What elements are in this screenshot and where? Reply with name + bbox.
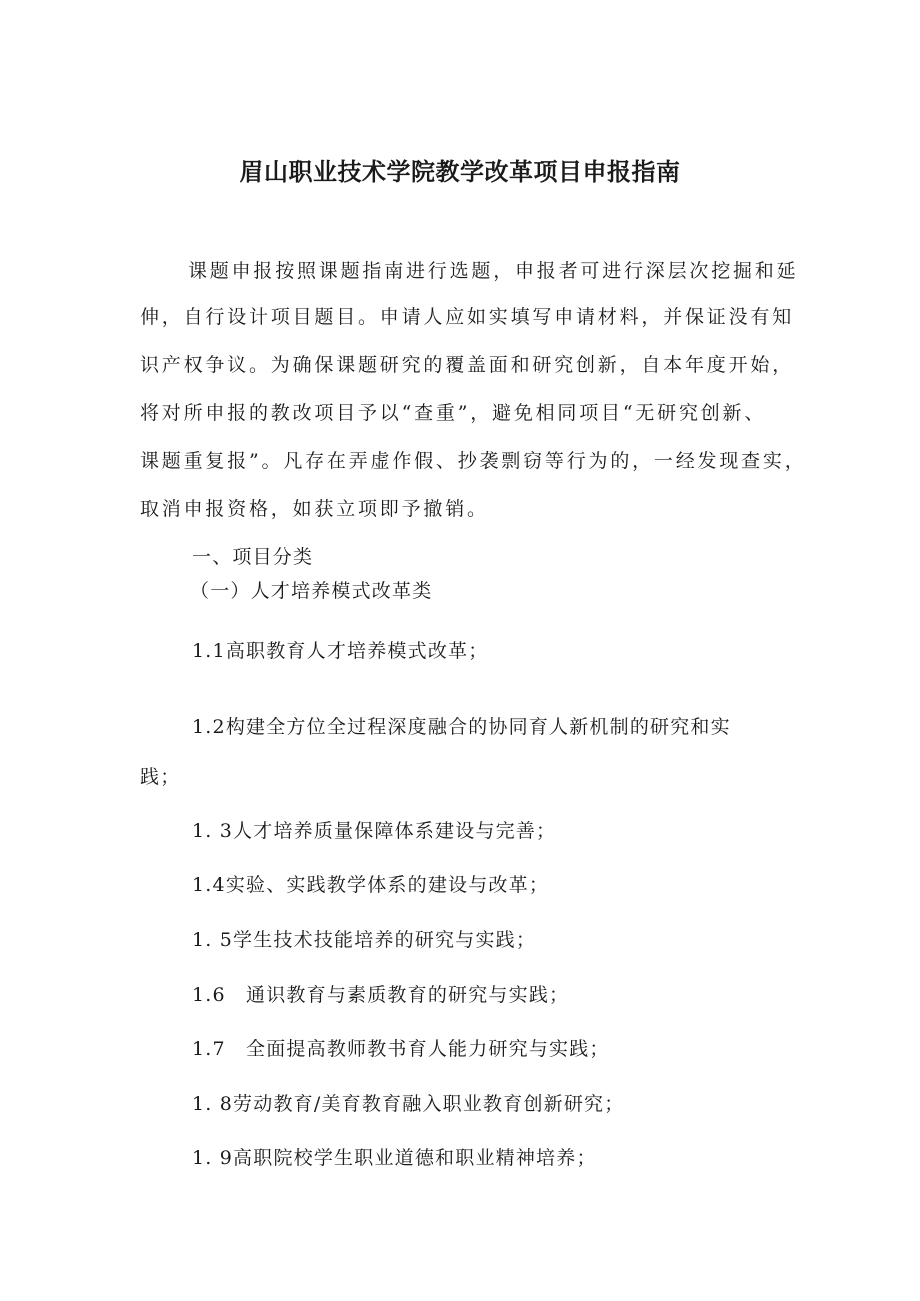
list-item: 1. 9高职院校学生职业道德和职业精神培养； xyxy=(192,1147,597,1169)
list-item: 1. 3人才培养质量保障体系建设与完善； xyxy=(192,820,557,842)
intro-line: 取消申报资格，如获立项即予撤销。 xyxy=(140,498,489,520)
intro-line: 将对所申报的教改项目予以“查重”，避免相同项目“无研究创新、 xyxy=(140,402,767,424)
list-item: 1.2构建全方位全过程深度融合的协同育人新机制的研究和实 xyxy=(192,716,731,738)
intro-line: 课题申报按照课题指南进行选题，申报者可进行深层次挖掘和延 xyxy=(188,260,799,282)
document-title: 眉山职业技术学院教学改革项目申报指南 xyxy=(239,158,681,186)
list-item: 1. 5学生技术技能培养的研究与实践； xyxy=(192,929,537,951)
section-heading: 一、项目分类 xyxy=(192,546,314,568)
intro-line: 识产权争议。为确保课题研究的覆盖面和研究创新，自本年度开始， xyxy=(140,354,795,376)
list-item: 1. 8劳动教育/美育教育融入职业教育创新研究； xyxy=(192,1093,625,1115)
list-item: 践； xyxy=(140,766,181,788)
intro-line: 伸，自行设计项目题目。申请人应如实填写申请材料，并保证没有知 xyxy=(140,306,795,328)
intro-line: 课题重复报”。凡存在弄虚作假、抄袭剽窃等行为的，一经发现查实， xyxy=(140,450,807,472)
subsection-heading: （一）人才培养模式改革类 xyxy=(190,580,433,602)
list-item: 1.7 全面提高教师教书育人能力研究与实践； xyxy=(192,1038,610,1060)
list-item: 1.1高职教育人才培养模式改革； xyxy=(192,640,489,662)
list-item: 1.4实验、实践教学体系的建设与改革； xyxy=(192,874,550,896)
list-item: 1.6 通识教育与素质教育的研究与实践； xyxy=(192,984,570,1006)
